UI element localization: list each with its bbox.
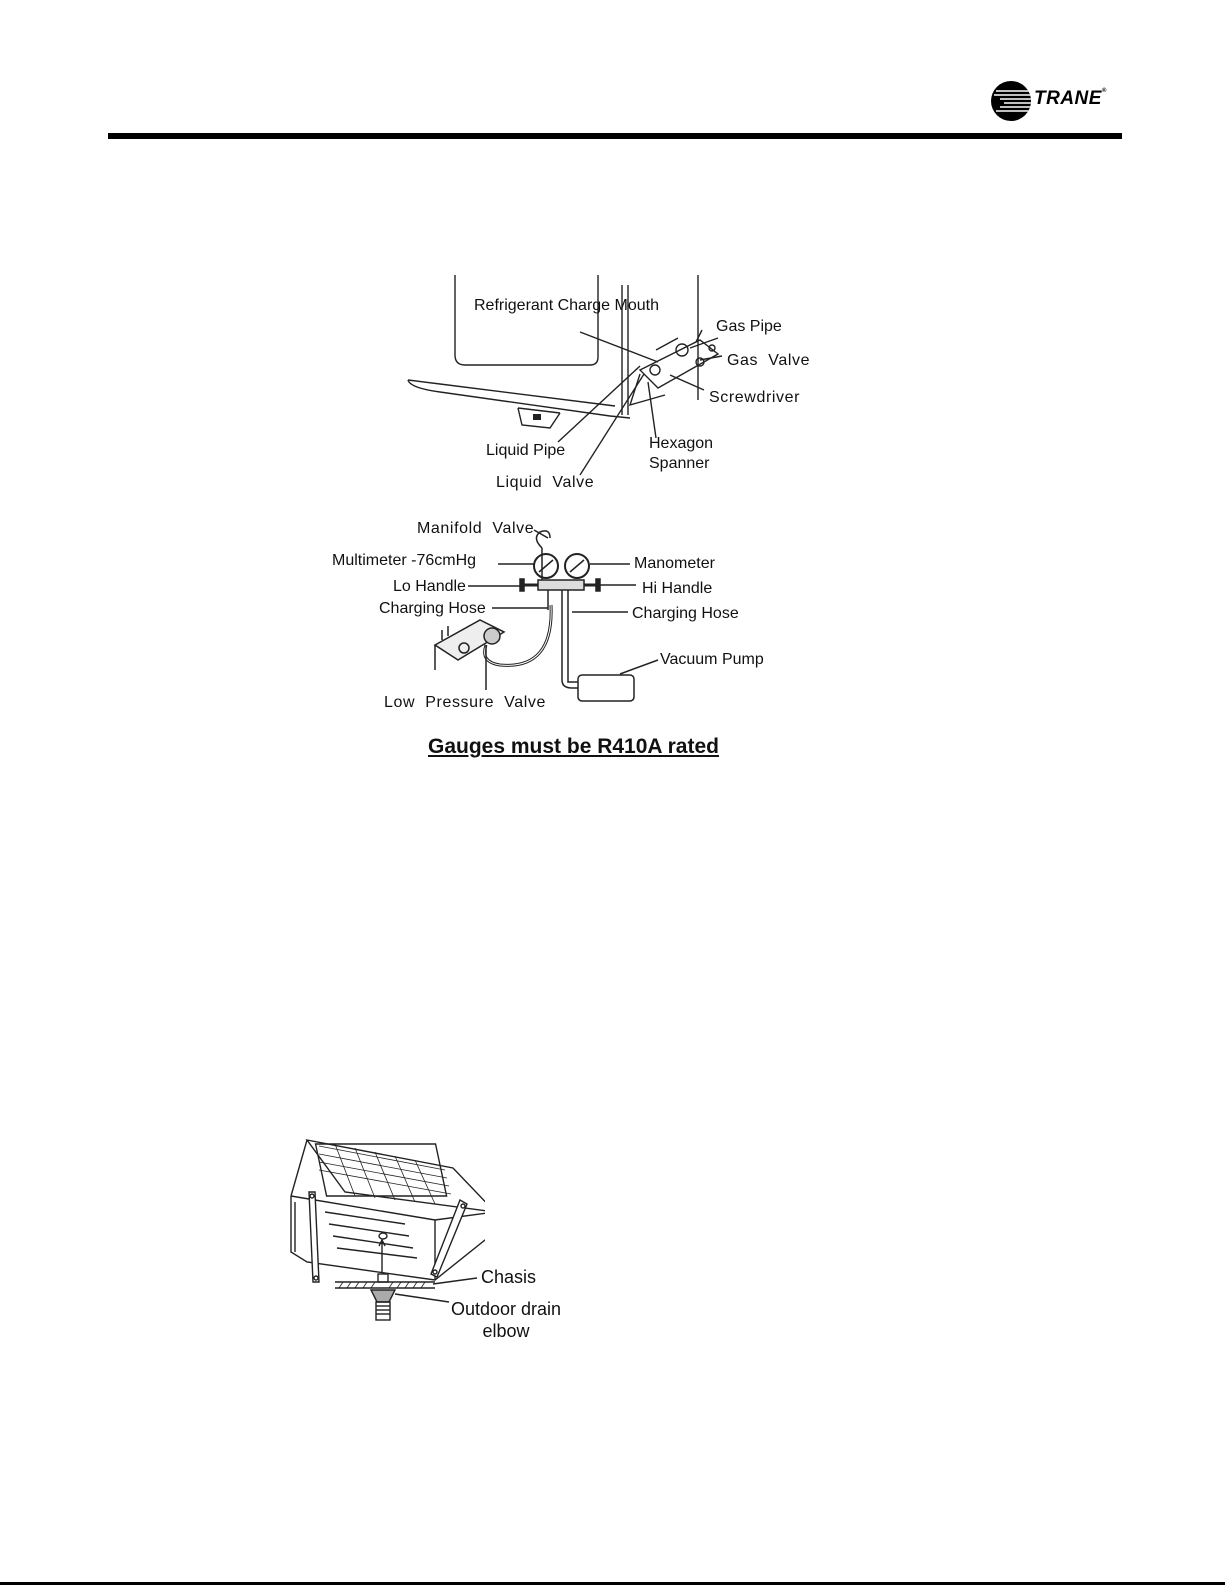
label-manometer: Manometer xyxy=(634,555,715,572)
label-hexagon-spanner: Hexagon Spanner xyxy=(649,435,714,472)
label-lo-handle: Lo Handle xyxy=(393,578,466,595)
label-liquid-valve: Liquid Valve xyxy=(496,474,595,491)
label-liquid-pipe: Liquid Pipe xyxy=(486,442,566,459)
header-rule xyxy=(108,133,1122,139)
drain-elbow-figure xyxy=(285,1132,485,1322)
label-manifold-valve: Manifold Valve xyxy=(417,520,535,537)
brand-name: TRANE xyxy=(1034,88,1102,109)
trademark: ® xyxy=(1101,88,1107,94)
trane-logo xyxy=(990,80,1120,122)
label-charging-hose-right: Charging Hose xyxy=(632,605,739,622)
label-screwdriver: Screwdriver xyxy=(709,389,801,406)
label-hi-handle: Hi Handle xyxy=(642,580,713,597)
label-chasis: Chasis xyxy=(481,1267,537,1287)
label-low-pressure-valve: Low Pressure Valve xyxy=(384,694,546,711)
label-outdoor-drain-elbow: Outdoor drain elbow xyxy=(451,1299,562,1341)
label-refrigerant-charge-mouth: Refrigerant Charge Mouth xyxy=(474,297,659,314)
gauges-caption: Gauges must be R410A rated xyxy=(428,735,719,758)
label-multimeter: Multimeter -76cmHg xyxy=(332,552,477,569)
label-gas-valve: Gas Valve xyxy=(727,352,811,369)
label-charging-hose-left: Charging Hose xyxy=(379,600,486,617)
label-gas-pipe: Gas Pipe xyxy=(716,318,782,335)
trane-globe-icon xyxy=(990,80,1032,122)
label-vacuum-pump: Vacuum Pump xyxy=(660,651,764,668)
